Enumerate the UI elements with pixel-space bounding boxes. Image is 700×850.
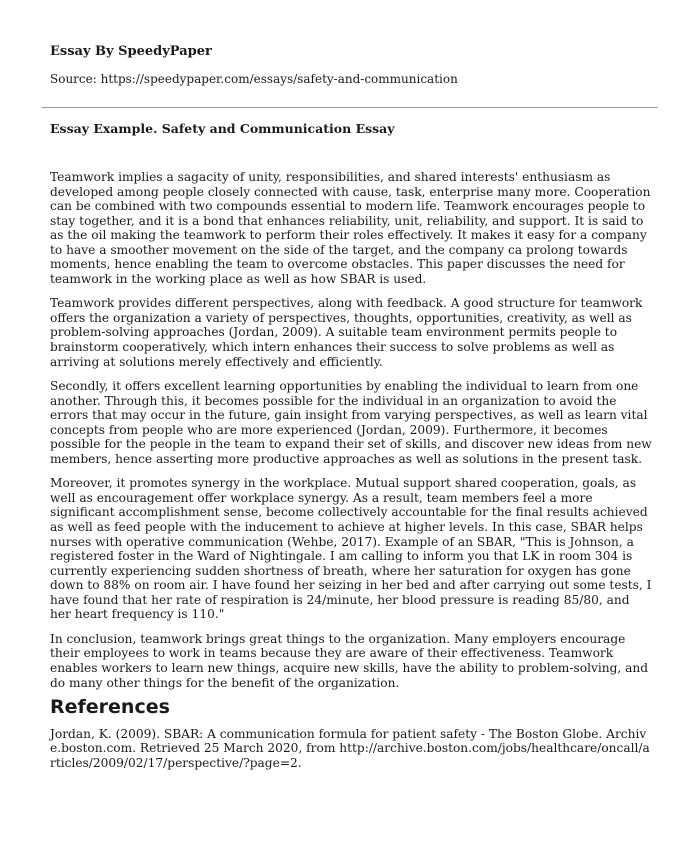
reference-entry: Jordan, K. (2009). SBAR: A communication formula for patient safety - The Boston Globe. Archive.boston.com. Retrieved 25 March 2020, from http://archive.boston.com/jobs/healthcare/oncall/articles/2009/02/17/perspective/?page=2.	[50, 726, 650, 770]
paragraph-1: Teamwork implies a sagacity of unity, responsibilities, and shared interests' enthusiasm as developed among people closely connected with cause, task, enterprise many more. Cooperation can be combined with two compounds essential to modern life. Teamwork encourages people to stay together, and it is a bond that enhances reliability, unit, reliability, and support. It is said to as the oil making the teamwork to perform their roles effectively. It makes it easy for a company to have a smoother movement on the side of the target, and the company ca prolong towards moments, hence enabling the team to overcome obstacles. This paper discusses the need for teamwork in the working place as well as how SBAR is used.	[50, 170, 651, 286]
essay-body	[50, 170, 652, 770]
references-heading: References	[50, 696, 170, 719]
paragraph-4: Moreover, it promotes synergy in the workplace. Mutual support shared cooperation, goals, as well as encouragement offer workplace synergy. As a result, team members feel a more significant accomplishment sense, become collectively accountable for the final results achieved as well as feed people with the inducement to achieve at higher levels. In this case, SBAR helps nurses with operative communication (Wehbe, 2017). Example of an SBAR, "This is Johnson, a registered foster in the Ward of Nightingale. I am calling to inform you that LK in room 304 is currently experiencing sudden shortness of breath, where her saturation for oxygen has gone down to 88% on room air. I have found her seizing in her bed and after carrying out some tests, I have found that her rate of respiration is 24/minute, her blood pressure is reading 85/80, and her heart frequency is 110."	[50, 476, 652, 622]
header-divider	[42, 107, 658, 108]
paragraph-2: Teamwork provides different perspectives, along with feedback. A good structure for teamwork offers the organization a variety of perspectives, thoughts, opportunities, creativity, as well as problem-solving approaches (Jordan, 2009). A suitable team environment permits people to brainstorm cooperatively, which intern enhances their success to solve problems as well as arriving at solutions merely effectively and efficiently.	[50, 296, 643, 369]
essay-title: Essay Example. Safety and Communication Essay	[50, 121, 395, 136]
brand-title: Essay By SpeedyPaper	[50, 44, 212, 59]
paragraph-5: In conclusion, teamwork brings great things to the organization. Many employers encourage their employees to work in teams because they are aware of their effectiveness. Teamwork enables workers to learn new things, acquire new skills, have the ability to problem-solving, and do many other things for the benefit of the organization.	[50, 631, 649, 690]
source-line: Source: https://speedypaper.com/essays/safety-and-communication	[50, 72, 458, 86]
paragraph-3: Secondly, it offers excellent learning opportunities by enabling the individual to learn from one another. Through this, it becomes possible for the individual in an organization to avoid the errors that may occur in the future, gain insight from varying perspectives, as well as learn vital concepts from people who are more experienced (Jordan, 2009). Furthermore, it becomes possible for the people in the team to expand their set of skills, and discover new ideas from new members, hence asserting more productive approaches as well as solutions in the present task.	[50, 379, 652, 466]
